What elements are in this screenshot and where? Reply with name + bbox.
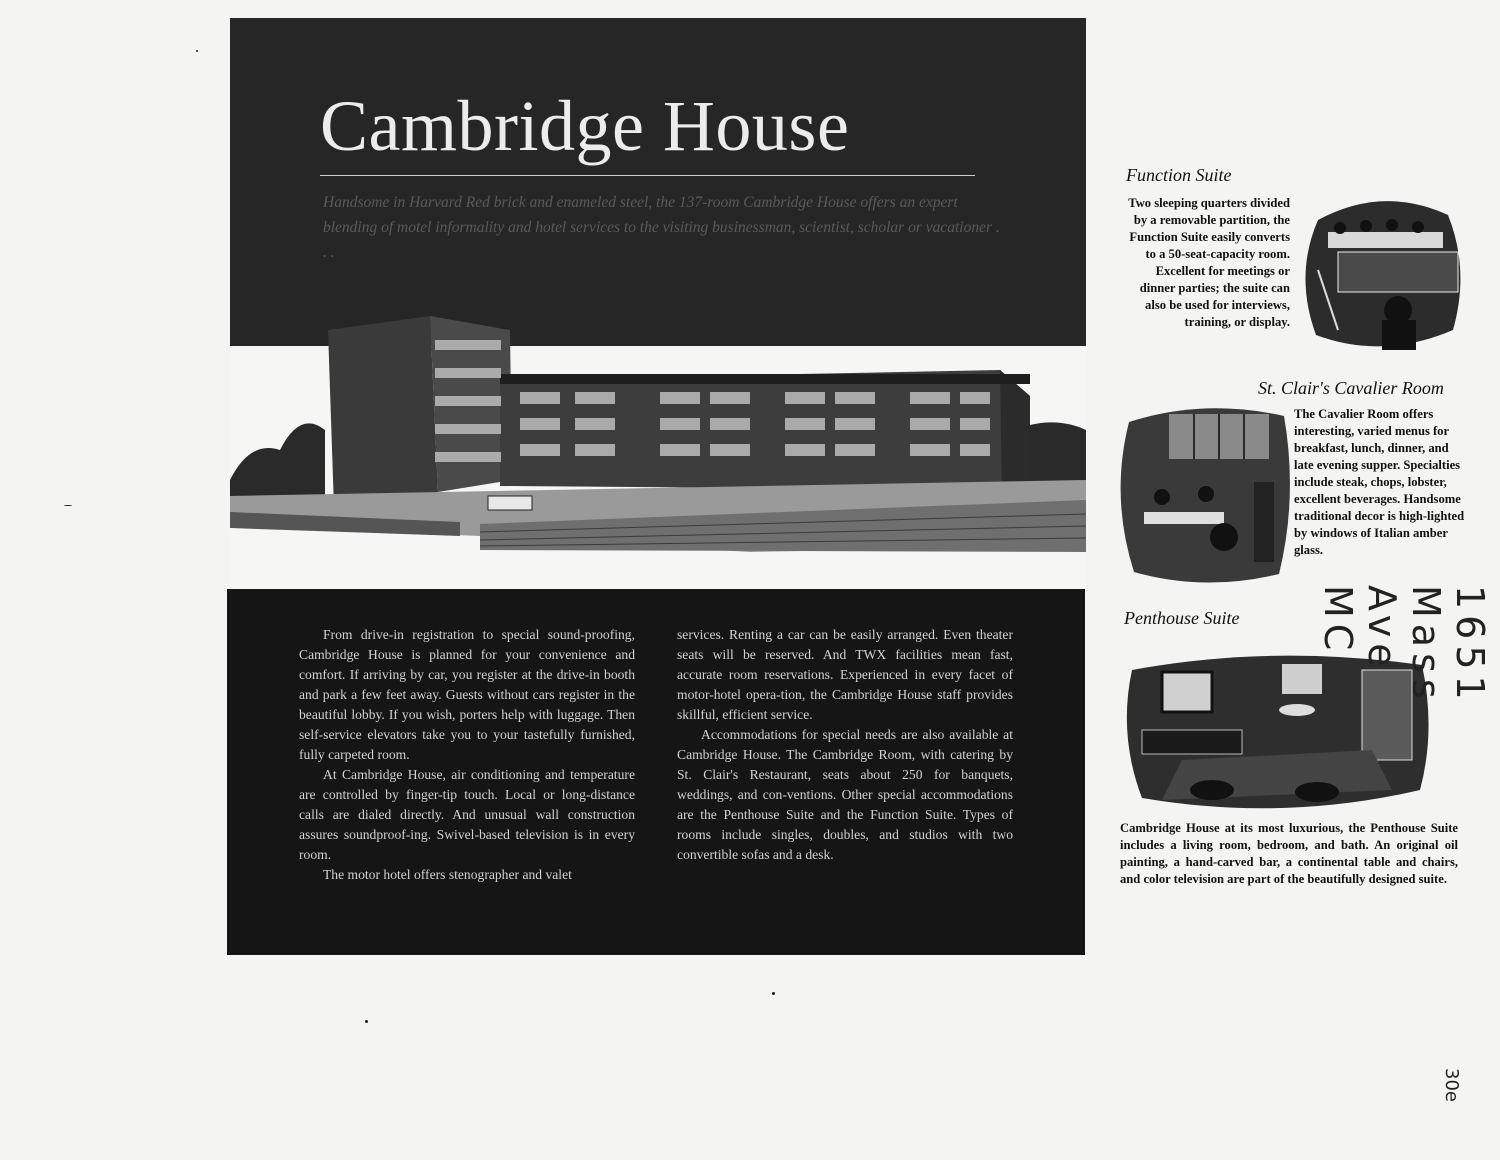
penthouse-suite-text: Cambridge House at its most luxurious, the Penthouse Suite includes a living room, bedroom, and bath. An original oil painting, a hand-carved bar, a continental table and chairs, and color television are part of the beautifully designed suite.	[1120, 821, 1458, 886]
scan-speck	[196, 50, 198, 52]
cavalier-room-text: The Cavalier Room offers interesting, varied menus for breakfast, lunch, dinner, and late evening supper. Specialties include steak, chops, lobster, excellent beverages. Handsome traditional decor is high-lighted by windows of Italian amber glass.	[1294, 407, 1465, 557]
function-suite-illustration	[1298, 190, 1468, 356]
body-paragraph: At Cambridge House, air conditioning and temperature are controlled by finger-tip touch. Local or long-distance calls are dialed directly. And unusual wall construction assures soundproof-ing. Swivel-based television is in every room.	[299, 767, 635, 862]
title-divider	[320, 175, 975, 176]
scan-speck	[64, 505, 72, 506]
handwritten-address: 1651 Mass Ave MC	[1316, 585, 1492, 706]
handwritten-page-number: 30e	[1441, 1068, 1462, 1102]
hero-banner	[230, 18, 1086, 346]
penthouse-suite-heading: Penthouse Suite	[1124, 608, 1240, 628]
tagline: Handsome in Harvard Red brick and enameled steel, the 137-room Cambridge House offers an expert blending of motel informality and hotel services to the visiting businessman, scientist, scholar or vacationer . . .	[323, 194, 1000, 261]
cavalier-room-heading: St. Clair's Cavalier Room	[1258, 378, 1444, 398]
body-paragraph: From drive-in registration to special sound-proofing, Cambridge House is planned for your convenience and comfort. If arriving by car, you register at the drive-in booth and park a few feet away. Guests without cars register in the beautiful lobby. If you wish, porters help with luggage. Then self-service elevators take you to your tastefully furnished, fully carpeted room.	[299, 627, 635, 762]
body-text-panel	[227, 589, 1085, 955]
scan-speck	[365, 1020, 368, 1023]
page-title: Cambridge House	[320, 86, 850, 166]
body-column-1	[299, 625, 635, 885]
building-illustration	[230, 300, 1086, 590]
scan-speck	[772, 992, 775, 995]
cavalier-room-illustration	[1114, 402, 1294, 588]
body-paragraph: services. Renting a car can be easily arranged. Even theater seats will be reserved. And TWX facilities mean fast, accurate room reservations. Experienced in every facet of motor-hotel opera-tion, the Cambridge House staff provides skillful, efficient service.	[677, 627, 1013, 722]
function-suite-text: Two sleeping quarters divided by a removable partition, the Function Suite easily converts to a 50-seat-capacity room. Excellent for meetings or dinner parties; the suite can also be used for interviews, training, or display.	[1128, 196, 1290, 329]
body-paragraph: The motor hotel offers stenographer and valet	[323, 867, 572, 882]
function-suite-heading: Function Suite	[1126, 165, 1232, 185]
body-column-2	[677, 625, 1013, 865]
body-paragraph: Accommodations for special needs are also available at Cambridge House. The Cambridge Room, with catering by St. Clair's Restaurant, seats about 250 for banquets, weddings, and con-ventions. Other special accommodations are the Penthouse Suite and the Function Suite. Types of rooms include singles, doubles, and studios with two convertible sofas and a desk.	[677, 727, 1013, 862]
